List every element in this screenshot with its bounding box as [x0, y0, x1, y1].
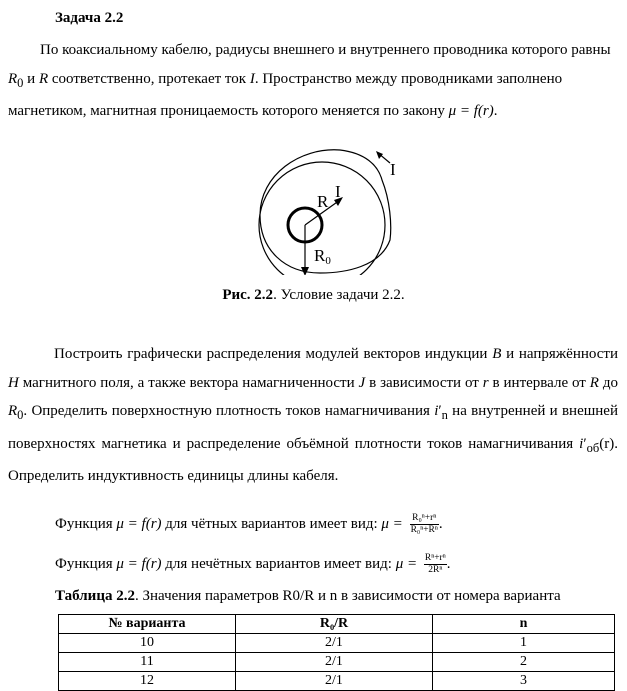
label-R: R	[317, 192, 329, 211]
cell-ratio: 2/1	[236, 653, 433, 672]
cell-ratio: 2/1	[236, 634, 433, 653]
header-n: n	[433, 615, 615, 634]
cell-n: 2	[433, 653, 615, 672]
cell-ratio: 2/1	[236, 672, 433, 691]
cell-variant: 10	[59, 634, 236, 653]
fraction-odd: $\frac{\text{Rⁿ+rⁿ}}{\text{2Rⁿ}}$	[424, 553, 446, 575]
table-row	[59, 672, 615, 691]
table-header-row	[59, 615, 615, 634]
current-outer-arrowhead	[376, 151, 383, 159]
label-current-inner: I	[335, 182, 341, 201]
table-caption: Таблица 2.2. Значения параметров R0/R и n в зависимости от номера варианта	[55, 588, 561, 604]
cell-n: 1	[433, 634, 615, 653]
function-even: Функция μ = f(r) для чётных вариантов имеет вид: μ = $\frac{\text{R₀ⁿ+rⁿ}}{\text{R₀ⁿ+Rⁿ}}$ .	[55, 513, 443, 535]
cell-variant: 11	[59, 653, 236, 672]
figure-caption: Рис. 2.2. Условие задачи 2.2.	[222, 287, 405, 303]
header-variant: № варианта	[59, 615, 236, 634]
task-title: Задача 2.2	[55, 10, 124, 26]
parameters-table	[58, 614, 615, 691]
coax-figure	[250, 145, 410, 275]
header-ratio: R₀/R	[236, 615, 433, 634]
problem-statement: Построить графически распределения модулей векторов индукции B и напряжённости H магнитного поля, а также вектора намагниченности J в зависимости от r в интервале от R до $R_0$. Определить поверхностную плотность токов намагничивания $i'_n$ на внутренней и внешней поверхностях магнетика и распределение объёмной плотности токов намагничивания $i'_{об}(r)$. Определить индуктивность единицы длины кабеля.	[8, 346, 618, 485]
label-current-outer: I	[390, 160, 396, 179]
cell-n: 3	[433, 672, 615, 691]
table-row	[59, 653, 615, 672]
table-row	[59, 634, 615, 653]
function-odd: Функция μ = f(r) для нечётных вариантов имеет вид: μ = $\frac{\text{Rⁿ+rⁿ}}{\text{2Rⁿ}}$ .	[55, 553, 451, 575]
label-R0: R0	[314, 246, 331, 267]
task-intro: По коаксиальному кабелю, радиусы внешнего и внутреннего проводника которого равны $R_0$ и R соответственно, протекает ток I. Пространство между проводниками заполнено магнетиком, магнитная проницаемость которого меняется по закону μ = f(r).	[8, 42, 611, 119]
fraction-even: $\frac{\text{R₀ⁿ+rⁿ}}{\text{R₀ⁿ+Rⁿ}}$	[410, 513, 438, 535]
cell-variant: 12	[59, 672, 236, 691]
